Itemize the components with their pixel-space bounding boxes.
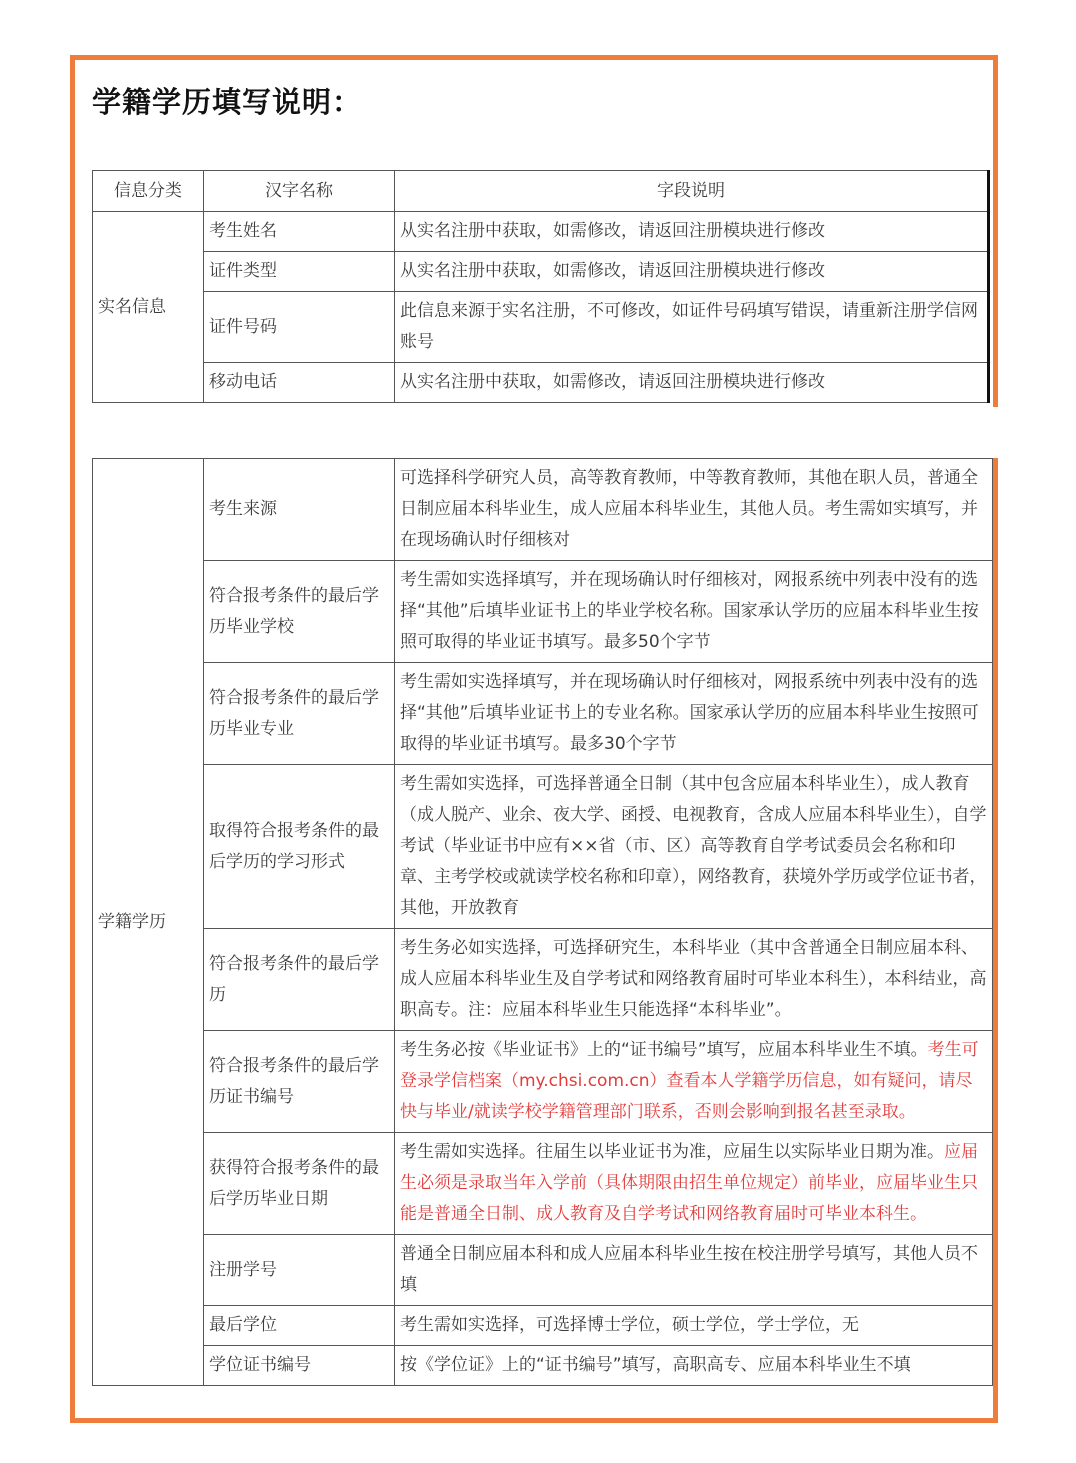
field-desc: 从实名注册中获取，如需修改，请返回注册模块进行修改 xyxy=(395,212,989,252)
table-row xyxy=(93,1133,993,1235)
table-row xyxy=(93,765,993,929)
category-cell: 实名信息 xyxy=(93,212,204,403)
table-row xyxy=(93,929,993,1031)
field-desc: 按《学位证》上的“证书编号”填写，高职高专、应届本科毕业生不填 xyxy=(395,1346,993,1386)
field-name: 符合报考条件的最后学历毕业专业 xyxy=(204,663,395,765)
header-field-desc: 字段说明 xyxy=(395,171,989,212)
field-desc xyxy=(395,1031,993,1133)
page-title: 学籍学历填写说明： xyxy=(92,85,363,119)
desc-text: 考生务必按《毕业证书》上的“证书编号”填写，应届本科毕业生不填。 xyxy=(400,1040,928,1060)
field-desc: 考生需如实选择填写，并在现场确认时仔细核对，网报系统中列表中没有的选择“其他”后填毕业证书上的毕业学校名称。国家承认学历的应届本科毕业生按照可取得的毕业证书填写。最多50个字节 xyxy=(395,561,993,663)
field-desc: 从实名注册中获取，如需修改，请返回注册模块进行修改 xyxy=(395,252,989,292)
table-header-row xyxy=(93,171,989,212)
header-field-name: 汉字名称 xyxy=(204,171,395,212)
field-name: 最后学位 xyxy=(204,1306,395,1346)
field-name: 符合报考条件的最后学历 xyxy=(204,929,395,1031)
table-row xyxy=(93,1031,993,1133)
table-row xyxy=(93,1235,993,1306)
field-desc: 可选择科学研究人员，高等教育教师，中等教育教师，其他在职人员，普通全日制应届本科毕业生，成人应届本科毕业生，其他人员。考生需如实填写，并在现场确认时仔细核对 xyxy=(395,459,993,561)
table-row xyxy=(93,663,993,765)
field-name: 证件类型 xyxy=(204,252,395,292)
table-row xyxy=(93,212,989,252)
field-name: 考生来源 xyxy=(204,459,395,561)
desc-highlight: 应届生必须是录取当年入学前（具体期限由招生单位规定）前毕业，应届毕业生只能是普通全日制、成人教育及自学考试和网络教育届时可毕业本科生。 xyxy=(400,1142,978,1224)
field-desc: 普通全日制应届本科和成人应届本科毕业生按在校注册学号填写，其他人员不填 xyxy=(395,1235,993,1306)
table-row xyxy=(93,561,993,663)
table-row xyxy=(93,252,989,292)
field-name: 移动电话 xyxy=(204,363,395,403)
field-name: 注册学号 xyxy=(204,1235,395,1306)
field-name: 符合报考条件的最后学历证书编号 xyxy=(204,1031,395,1133)
table-row xyxy=(93,459,993,561)
field-desc: 从实名注册中获取，如需修改，请返回注册模块进行修改 xyxy=(395,363,989,403)
desc-text: 考生需如实选择。往届生以毕业证书为准，应届生以实际毕业日期为准。 xyxy=(400,1142,944,1162)
header-category: 信息分类 xyxy=(93,171,204,212)
table-row xyxy=(93,363,989,403)
field-name: 学位证书编号 xyxy=(204,1346,395,1386)
field-desc: 此信息来源于实名注册，不可修改，如证件号码填写错误，请重新注册学信网账号 xyxy=(395,292,989,363)
field-desc: 考生务必如实选择，可选择研究生，本科毕业（其中含普通全日制应届本科、成人应届本科毕业生及自学考试和网络教育届时可毕业本科生），本科结业，高职高专。注：应届本科毕业生只能选择“本科毕业”。 xyxy=(395,929,993,1031)
field-desc: 考生需如实选择填写，并在现场确认时仔细核对，网报系统中列表中没有的选择“其他”后填毕业证书上的专业名称。国家承认学历的应届本科毕业生按照可取得的毕业证书填写。最多30个字节 xyxy=(395,663,993,765)
page-gap xyxy=(80,407,998,458)
table-row xyxy=(93,292,989,363)
table-row xyxy=(93,1346,993,1386)
field-name: 符合报考条件的最后学历毕业学校 xyxy=(204,561,395,663)
field-name: 取得符合报考条件的最后学历的学习形式 xyxy=(204,765,395,929)
field-name: 证件号码 xyxy=(204,292,395,363)
education-info-table xyxy=(92,458,993,1386)
field-name: 获得符合报考条件的最后学历毕业日期 xyxy=(204,1133,395,1235)
field-desc xyxy=(395,1133,993,1235)
table-row xyxy=(93,1306,993,1346)
field-name: 考生姓名 xyxy=(204,212,395,252)
desc-highlight: 考生可登录学信档案（my.chsi.com.cn）查看本人学籍学历信息，如有疑问，请尽快与毕业/就读学校学籍管理部门联系，否则会影响到报名甚至录取。 xyxy=(400,1040,979,1122)
identity-info-table xyxy=(92,170,990,403)
field-desc: 考生需如实选择，可选择普通全日制（其中包含应届本科毕业生），成人教育（成人脱产、业余、夜大学、函授、电视教育，含成人应届本科毕业生），自学考试（毕业证书中应有××省（市、区）高等教育自学考试委员会名称和印章、主考学校或就读学校名称和印章），网络教育，获境外学历或学位证书者，其他，开放教育 xyxy=(395,765,993,929)
category-cell: 学籍学历 xyxy=(93,459,204,1386)
field-desc: 考生需如实选择，可选择博士学位，硕士学位，学士学位，无 xyxy=(395,1306,993,1346)
